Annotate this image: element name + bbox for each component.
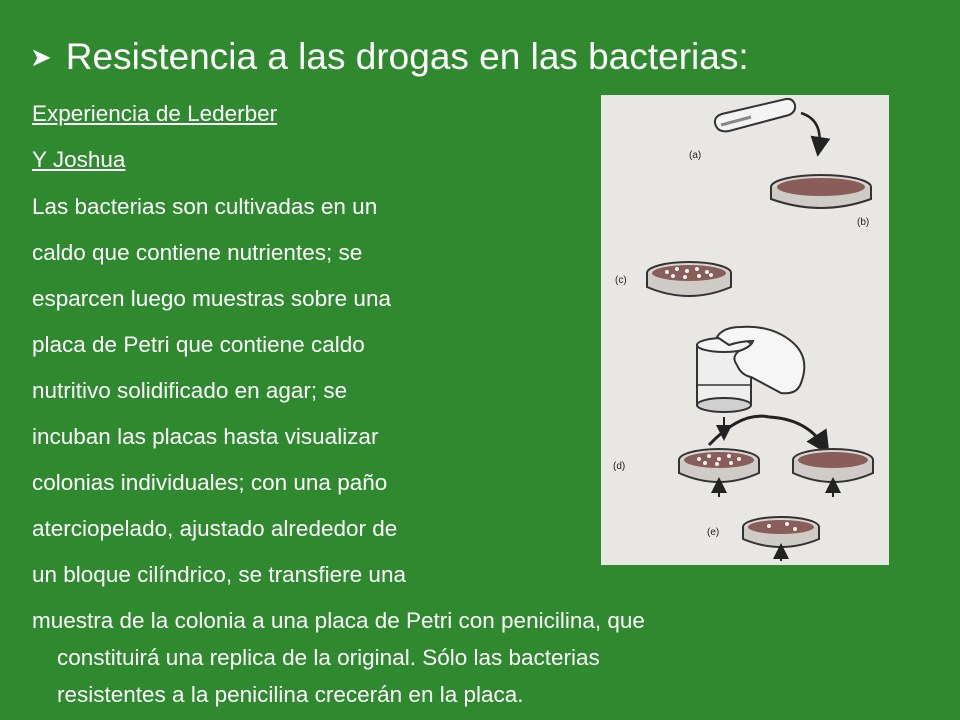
body-line: placa de Petri que contiene caldo [32, 332, 365, 357]
body-line: constituirá una replica de la original. Sólo las bacterias [32, 645, 600, 670]
body-line: esparcen luego muestras sobre una [32, 286, 391, 311]
penicillin-plate-icon [793, 449, 873, 482]
subtitle-line-1: Experiencia de Lederber [32, 101, 278, 126]
figure-label-c: (c) [615, 275, 627, 286]
body-line: muestra de la colonia a una placa de Petri con penicilina, que [32, 608, 645, 633]
body-line: incuban las placas hasta visualizar [32, 424, 379, 449]
transfer-arrow-right-icon [769, 417, 823, 445]
test-tube-icon [715, 99, 795, 131]
body-line: un bloque cilíndrico, se transfiere una [32, 562, 406, 587]
arrow-bullet-icon: ➤ [30, 42, 52, 72]
slide-title-text: Resistencia a las drogas en las bacterias: [65, 36, 749, 77]
pour-arrow-icon [801, 113, 820, 147]
body-line: colonias individuales; con una paño [32, 470, 388, 495]
resistant-colonies-plate-icon [743, 517, 819, 547]
replica-plating-figure [601, 95, 889, 565]
figure-label-b: (b) [857, 217, 870, 228]
body-line: caldo que contiene nutrientes; se [32, 240, 363, 265]
subtitle-line-2: Y Joshua [32, 147, 126, 172]
body-line: nutritivo solidificado en agar; se [32, 378, 348, 403]
body-line: Las bacterias son cultivadas en un [32, 194, 378, 219]
transfer-arrow-icon [709, 416, 769, 445]
broth-plate-icon [771, 175, 871, 208]
figure-label-a: (a) [689, 150, 702, 161]
figure-label-e: (e) [707, 527, 720, 538]
colony-plate-icon [647, 262, 731, 296]
body-line: resistentes a la penicilina crecerán en la placa. [32, 682, 524, 707]
replica-plating-diagram [601, 95, 889, 565]
body-line: aterciopelado, ajustado alrededor de [32, 516, 398, 541]
figure-label-d: (d) [613, 461, 626, 472]
slide-title [30, 36, 749, 78]
master-plate-icon [679, 449, 759, 482]
